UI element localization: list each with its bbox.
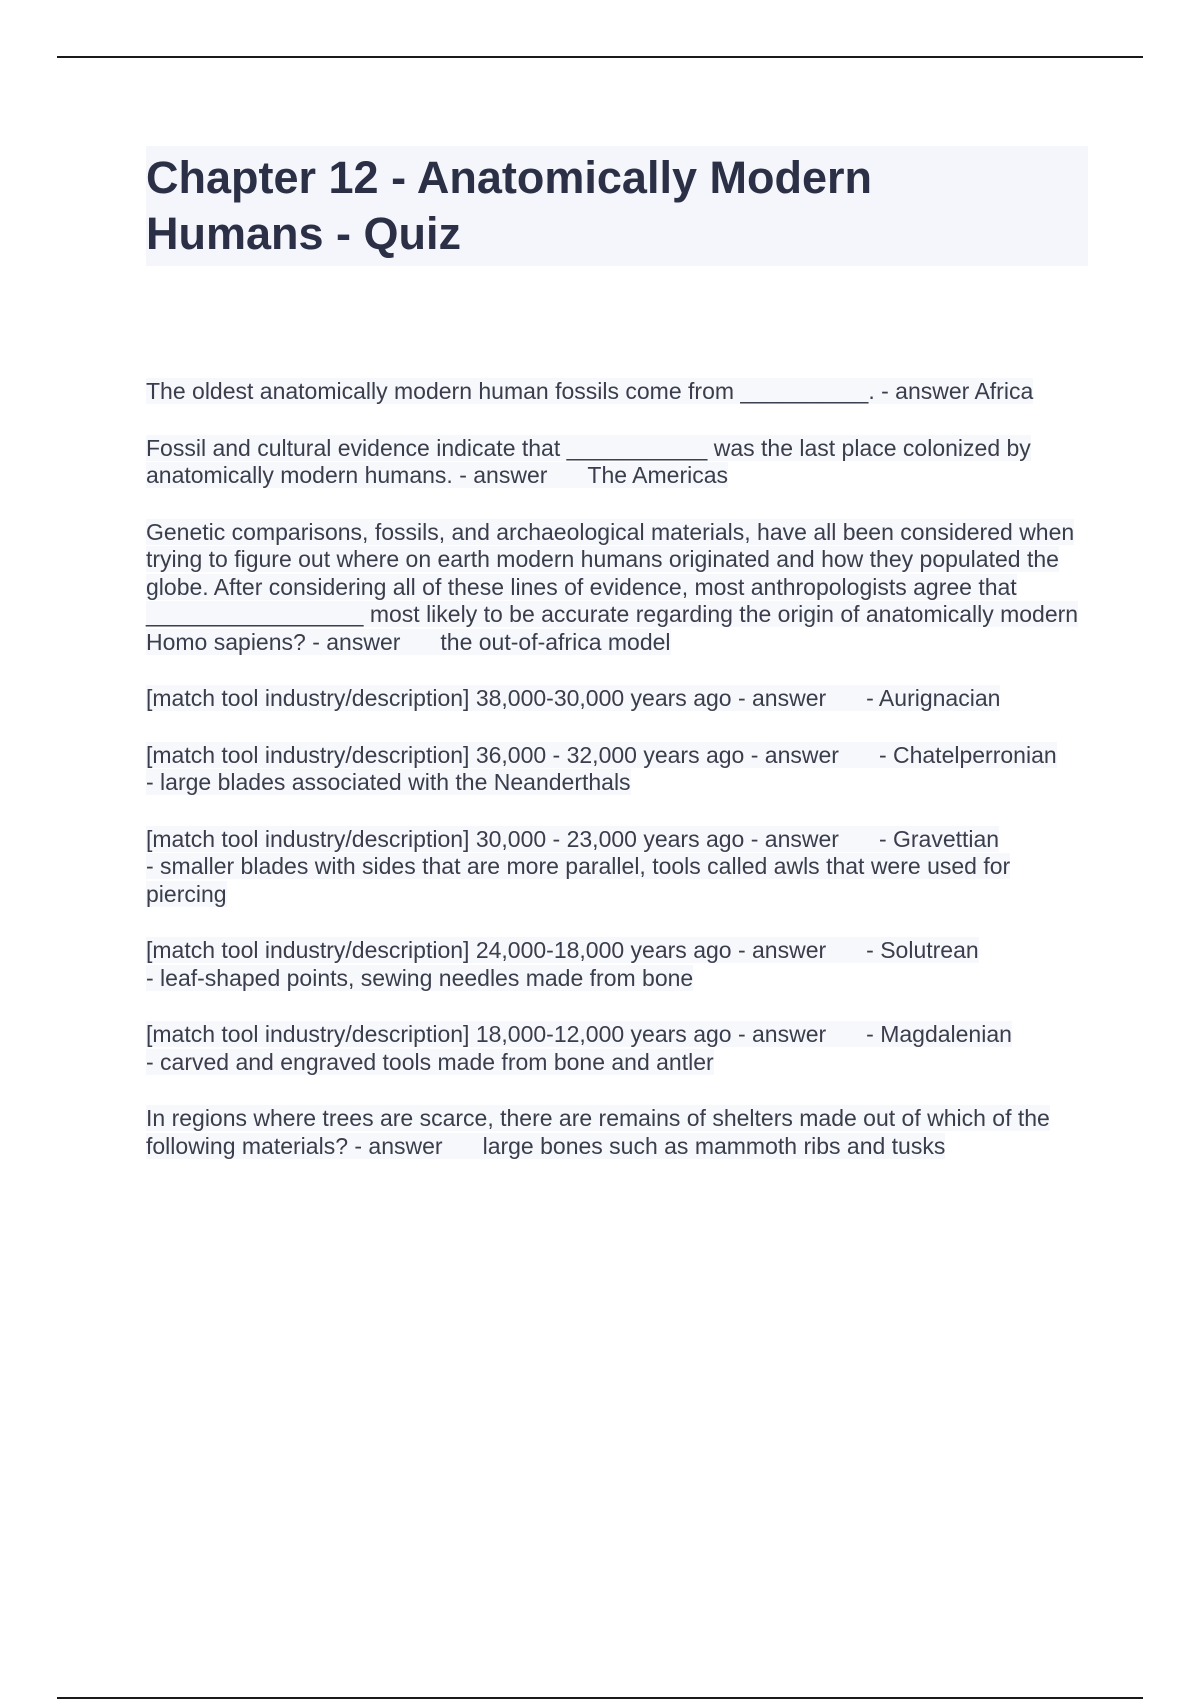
answer: - Solutrean - leaf-shaped points, sewing needles made from bone: [146, 937, 979, 991]
qa-item-1: [146, 378, 1088, 406]
qa-item-4: [146, 685, 1088, 713]
qa-item-8: [146, 1021, 1088, 1076]
qa-item-7: [146, 937, 1088, 992]
qa-item-5: [146, 742, 1088, 797]
answer: - Gravettian - smaller blades with sides that are more parallel, tools called awls that were used for piercing: [146, 825, 1011, 907]
qa-item-6: [146, 826, 1088, 909]
question: In regions where trees are scarce, there are remains of shelters made out of which of the following materials? - answer: [146, 1105, 1050, 1159]
top-rule: [57, 56, 1143, 58]
document-body: [146, 146, 1088, 1189]
answer: The Americas: [587, 462, 729, 488]
bottom-rule: [57, 1697, 1143, 1699]
answer: Africa: [974, 378, 1034, 404]
question: The oldest anatomically modern human fossils come from __________. - answer: [146, 378, 970, 404]
question: [match tool industry/description] 30,000 - 23,000 years ago - answer: [146, 825, 839, 852]
qa-item-2: [146, 435, 1088, 490]
document-title: [146, 150, 1088, 262]
qa-list: [146, 378, 1088, 1160]
title-line-1: Chapter 12 - Anatomically Modern: [146, 152, 872, 203]
answer: large bones such as mammoth ribs and tusks: [482, 1132, 946, 1159]
question: [match tool industry/description] 38,000-30,000 years ago - answer: [146, 685, 827, 711]
question: [match tool industry/description] 18,000-12,000 years ago - answer: [146, 1021, 827, 1047]
question: [match tool industry/description] 36,000 - 32,000 years ago - answer: [146, 741, 839, 768]
question: [match tool industry/description] 24,000-18,000 years ago - answer: [146, 937, 827, 963]
title-line-2: Humans - Quiz: [146, 208, 462, 259]
answer: the out-of-africa model: [440, 628, 671, 655]
question: Fossil and cultural evidence indicate that ___________ was the last place colonized by anatomically modern humans. - answer: [146, 434, 1031, 488]
answer: - Magdalenian - carved and engraved tools made from bone and antler: [146, 1021, 1012, 1075]
qa-item-9: [146, 1105, 1088, 1160]
title-block: [146, 146, 1088, 266]
answer: - Chatelperronian - large blades associated with the Neanderthals: [146, 741, 1057, 795]
question: Genetic comparisons, fossils, and archaeological materials, have all been considered when trying to figure out where on earth modern humans originated and how they populated the globe. After considering all of these lines of evidence, most anthropologists agree that _________________ most likely to be accurate regarding the origin of anatomically modern Homo sapiens? - answer: [146, 518, 1079, 655]
qa-item-3: [146, 519, 1088, 657]
answer: - Aurignacian: [866, 685, 1001, 711]
